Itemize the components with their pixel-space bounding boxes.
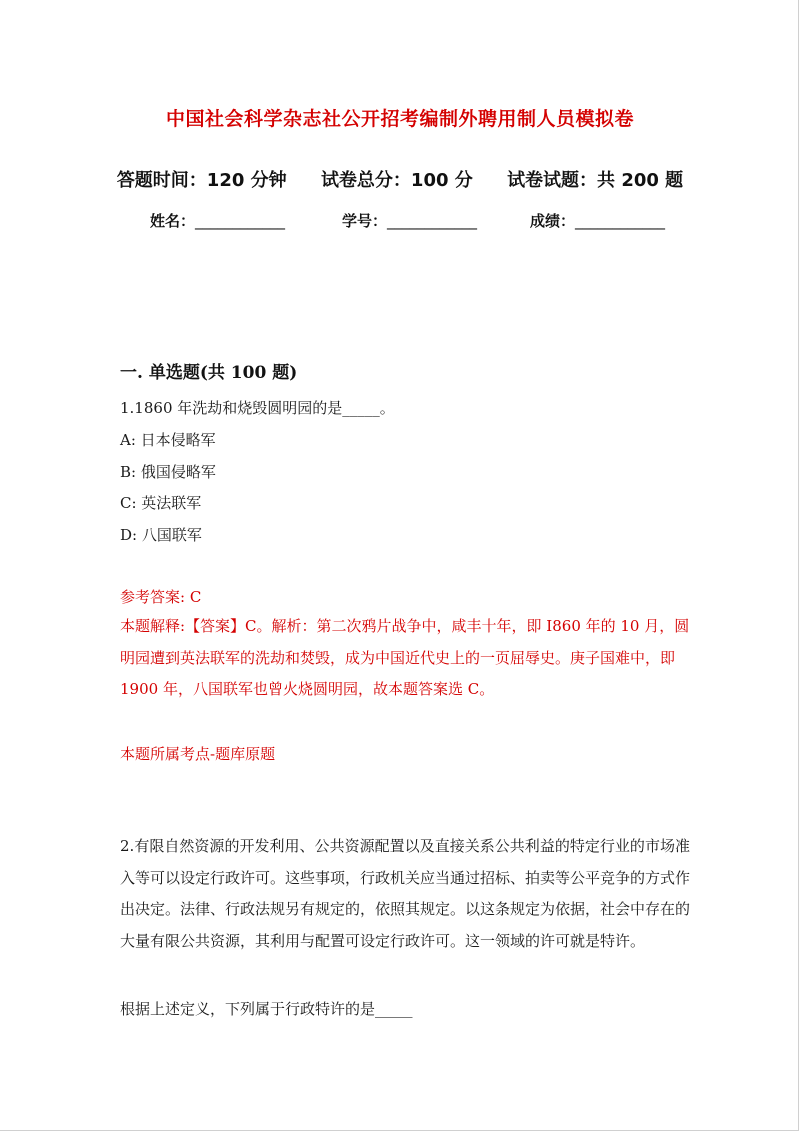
section-title: 一. 单选题(共 100 题) [120, 363, 298, 383]
q2-question: 根据上述定义，下列属于行政特许的是_____ [120, 1000, 413, 1018]
name-field [150, 210, 285, 231]
q1-stem: 1.1860 年洗劫和烧毁圆明园的是_____。 [120, 399, 395, 417]
name-label: 姓名： [150, 212, 196, 230]
id-field [342, 210, 477, 231]
score-blank: ____________ [575, 212, 666, 230]
exam-question-count: 试卷试题：共 200 题 [507, 170, 684, 191]
score-label: 成绩： [530, 212, 576, 230]
exam-info [0, 166, 800, 192]
q1-explanation: 本题解释:【答案】C。解析：第二次鸦片战争中，咸丰十年，即 I860 年的 10 月，圆明园遭到英法联军的洗劫和焚毁，成为中国近代史上的一页屈辱史。庚子国难中，即 1900 年，八国联军也曾火烧圆明园，故本题答案选 C。 [120, 617, 690, 698]
exam-time: 答题时间：120 分钟 [116, 170, 287, 191]
q1-answer: 参考答案: C [120, 588, 202, 606]
id-label: 学号： [342, 212, 388, 230]
q1-topic: 本题所属考点-题库原题 [120, 745, 276, 763]
score-field [530, 210, 665, 231]
q1-option-d: D: 八国联军 [120, 526, 202, 544]
id-blank: ____________ [387, 212, 478, 230]
name-blank: ____________ [195, 212, 286, 230]
q1-option-c: C: 英法联军 [120, 494, 202, 512]
exam-title: 中国社会科学杂志社公开招考编制外聘用制人员模拟卷 [165, 108, 634, 130]
exam-total-score: 试卷总分：100 分 [320, 170, 473, 191]
q1-option-a: A: 日本侵略军 [120, 431, 216, 449]
q1-option-b: B: 俄国侵略军 [120, 463, 216, 481]
q2-stem: 2.有限自然资源的开发利用、公共资源配置以及直接关系公共利益的特定行业的市场准入等可以设定行政许可。这些事项，行政机关应当通过招标、拍卖等公平竞争的方式作出决定。法律、行政法规另有规定的，依照其规定。以这条规定为依据，社会中存在的大量有限公共资源，其利用与配置可设定行政许可。这一领域的许可就是特许。 [120, 837, 691, 950]
